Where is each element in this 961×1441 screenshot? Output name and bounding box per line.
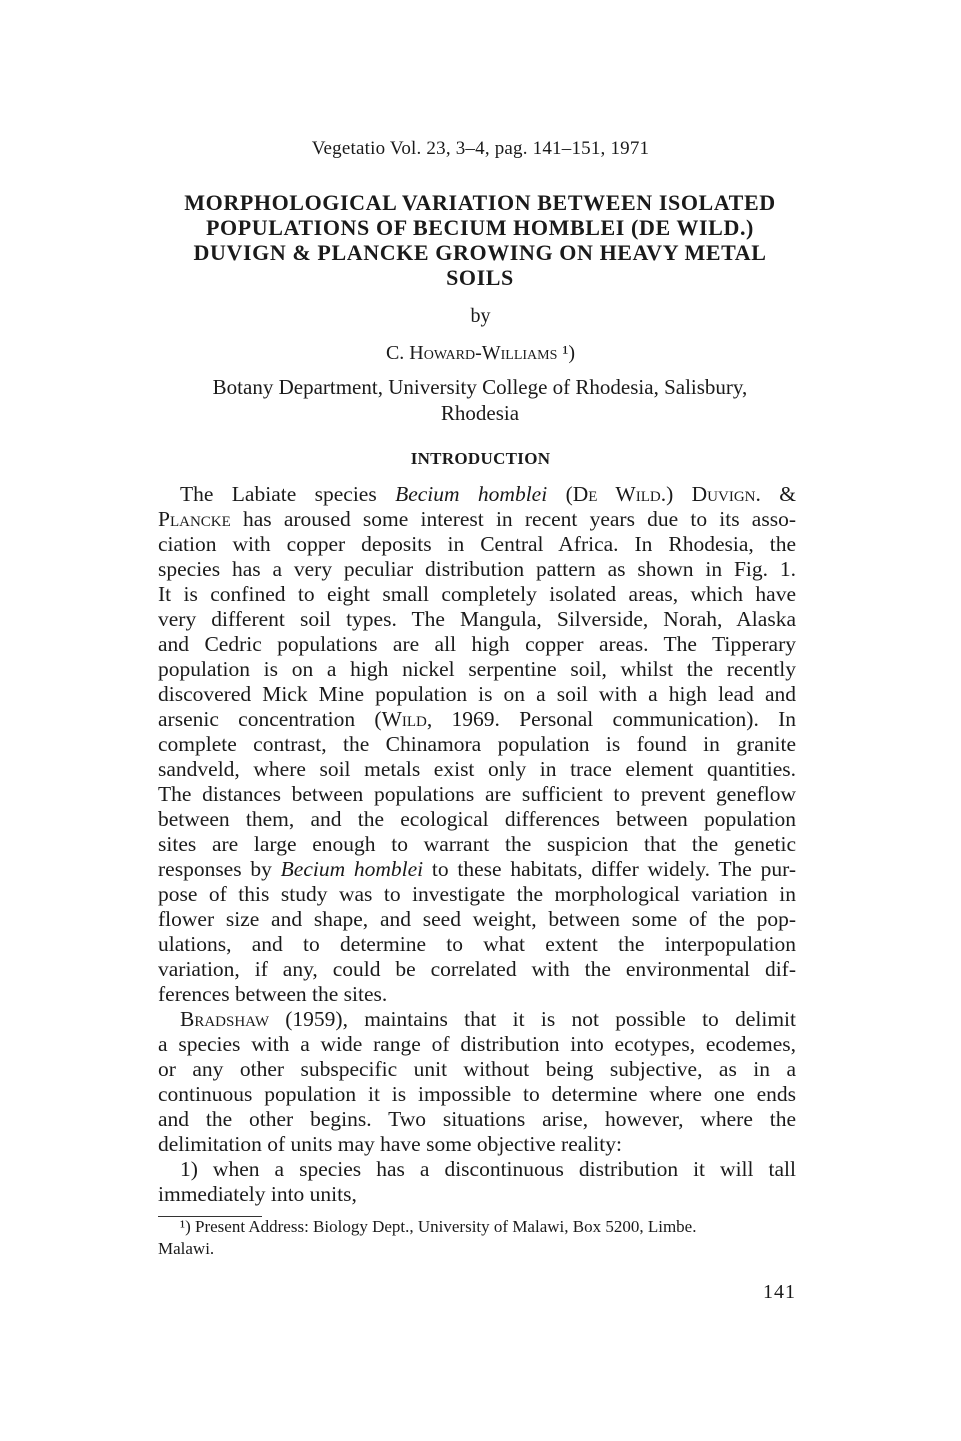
text-line: a species with a wide range of distribution into ecotypes, ecodemes, (158, 1032, 796, 1056)
footnote (158, 1216, 796, 1260)
title-line: POPULATIONS OF BECIUM HOMBLEI (DE WILD.) (206, 215, 754, 240)
text-line: delimitation of units may have some objective reality: (158, 1132, 622, 1156)
paper-title (150, 190, 810, 290)
text-line: 1) when a species has a discontinuous distribution it will tall (180, 1157, 796, 1181)
text-line: Plancke has aroused some interest in recent years due to its asso- (158, 507, 796, 531)
author-name: Howard-Williams (409, 342, 558, 364)
text-line: population is on a high nickel serpentine soil, whilst the recently (158, 657, 796, 681)
affiliation (150, 374, 810, 426)
text-line: complete contrast, the Chinamora population is found in granite (158, 732, 796, 756)
species-name: Becium homblei (395, 482, 548, 506)
affiliation-line: Botany Department, University College of Rhodesia, Salisbury, (212, 375, 748, 399)
text-line: and the other begins. Two situations arise, however, where the (158, 1107, 796, 1131)
text-line: It is confined to eight small completely isolated areas, which have (158, 582, 796, 606)
section-heading: INTRODUCTION (410, 449, 551, 468)
species-name: Becium homblei (280, 857, 424, 881)
title-line: SOILS (446, 265, 514, 290)
text-line: ciation with copper deposits in Central Africa. In Rhodesia, the (158, 532, 796, 556)
text-line: The distances between populations are sufficient to prevent geneflow (158, 782, 796, 806)
text-line: ulations, and to determine to what extent the interpopulation (158, 932, 796, 956)
text-line: The Labiate species Becium homblei (De Wild.) Duvign. & (180, 482, 796, 506)
text-line: very different soil types. The Mangula, Silverside, Norah, Alaska (158, 607, 796, 631)
text-line: and Cedric populations are all high copper areas. The Tipperary (158, 632, 796, 656)
journal-citation: Vegetatio Vol. 23, 3–4, pag. 141–151, 1971 (311, 138, 650, 159)
text-line: ferences between the sites. (158, 982, 388, 1006)
text-line: arsenic concentration (Wild, 1969. Personal communication). In (158, 707, 797, 731)
title-line: MORPHOLOGICAL VARIATION BETWEEN ISOLATED (184, 190, 776, 215)
text-line: responses by Becium homblei to these habitats, differ widely. The pur- (158, 857, 796, 881)
text-line: sites are large enough to warrant the suspicion that the genetic (158, 832, 796, 856)
author-footnote-mark: ¹) (557, 342, 576, 364)
text-line: or any other subspecific unit without being subjective, as in a (158, 1057, 796, 1081)
affiliation-line: Rhodesia (440, 401, 520, 425)
text-line: between them, and the ecological differences between population (158, 807, 796, 831)
author-initial: C. (385, 342, 410, 364)
text-line: discovered Mick Mine population is on a soil with a high lead and (158, 682, 796, 706)
text-line: Bradshaw (1959), maintains that it is not possible to delimit (180, 1007, 796, 1031)
title-line: DUVIGN & PLANCKE GROWING ON HEAVY METAL (193, 240, 767, 265)
text-line: immediately into units, (158, 1182, 357, 1206)
text-line: variation, if any, could be correlated with the environmental dif- (158, 957, 796, 981)
footnote-line: ¹) Present Address: Biology Dept., University of Malawi, Box 5200, Limbe. (180, 1217, 697, 1236)
text-line: pose of this study was to investigate the morphological variation in (158, 882, 796, 906)
text-line: flower size and shape, and seed weight, between some of the pop- (158, 907, 796, 931)
text-line: species has a very peculiar distribution pattern as shown in Fig. 1. (158, 557, 796, 581)
page-number: 141 (763, 1281, 796, 1303)
text-line: continuous population it is impossible to determine where one ends (158, 1082, 796, 1106)
footnote-line: Malawi. (158, 1239, 215, 1258)
author (0, 342, 961, 365)
text-line: sandveld, where soil metals exist only in trace element quantities. (158, 757, 796, 781)
byline: by (470, 305, 491, 327)
body-text (158, 482, 796, 1207)
